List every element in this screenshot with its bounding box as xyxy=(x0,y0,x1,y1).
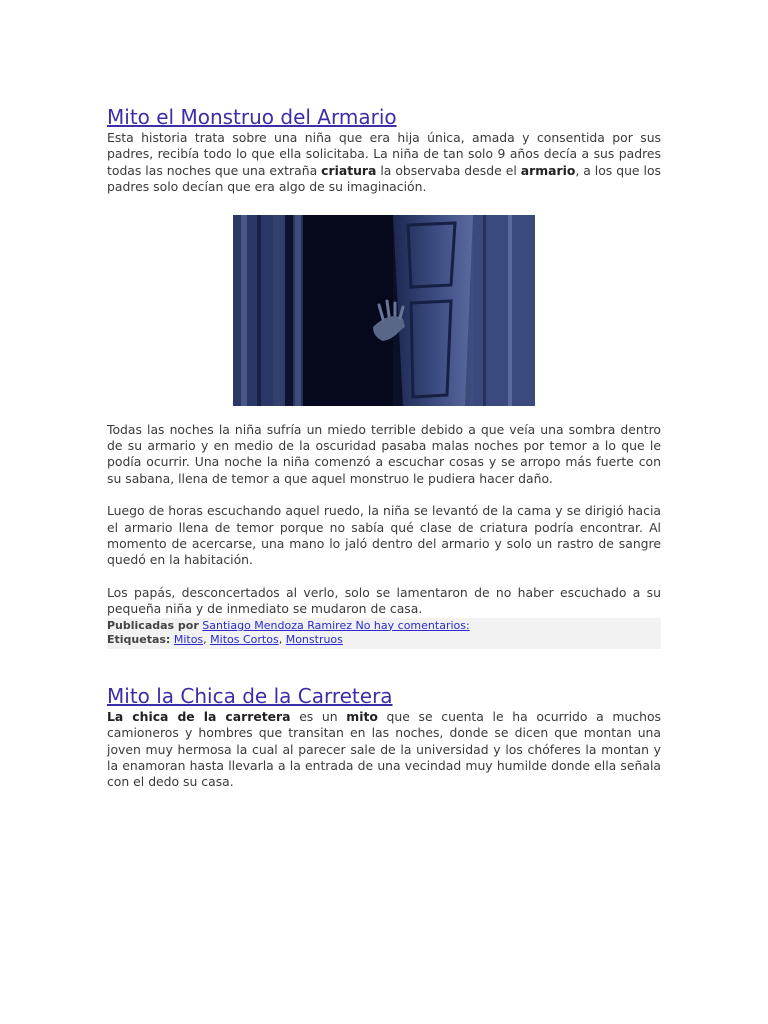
text: es un xyxy=(290,708,347,724)
post-paragraph-3: Luego de horas escuchando aquel ruedo, la niña se levantó de la cama y se dirigió hacia el armario llena de temor porque no sabía qué clase de criatura podría encontrar. Al momento de acercarse, una mano lo jaló dentro del armario y solo un rastro de sangre quedó en la habitación. xyxy=(107,503,661,568)
post-title-chica-carretera[interactable]: Mito la Chica de la Carretera xyxy=(107,683,393,708)
post-2 xyxy=(107,683,661,791)
bold-criatura: criatura xyxy=(321,162,377,178)
published-label: Publicadas por xyxy=(107,618,199,632)
post-paragraph-1 xyxy=(107,130,661,196)
post-footer xyxy=(107,618,661,649)
post-paragraph-4: Los papás, desconcertados al verlo, solo se lamentaron de no haber escuchado a su pequeña niña y de inmediato se mudaron de casa. xyxy=(107,584,661,617)
post-image-figure xyxy=(107,215,661,406)
spacer xyxy=(107,487,661,503)
tag-separator: , xyxy=(278,632,286,646)
text: Esta historia trata sobre una niña que era hija única, amada y consentida por sus padres, recibía todo lo que ella solicitaba. La niña de tan solo 9 años decía a sus padres todas las noches que una extraña xyxy=(107,130,661,178)
post2-paragraph-1 xyxy=(107,709,661,791)
tag-link-mitos-cortos[interactable]: Mitos Cortos xyxy=(210,632,279,646)
published-row xyxy=(107,619,661,633)
tag-link-monstruos[interactable]: Monstruos xyxy=(285,632,343,646)
tags-label: Etiquetas: xyxy=(107,632,171,646)
tag-separator: , xyxy=(203,632,211,646)
bold-chica: La chica de la carretera xyxy=(107,708,291,724)
bold-mito: mito xyxy=(346,708,378,724)
post-paragraph-2: Todas las noches la niña sufría un miedo terrible debido a que veía una sombra dentro de su armario y en medio de la oscuridad pasaba malas noches por temor a lo que le podía ocurrir. Una noche la niña comenzó a escuchar cosas y se arropo más fuerte con su sabana, llena de temor a que aquel monstruo le pudiera hacer daño. xyxy=(107,421,661,486)
text: que se cuenta le ha ocurrido a muchos camioneros y hombres que transitan en las noches, donde se dicen que montan una joven muy hermosa la cual al parecer sale de la universidad y los chóferes la montan y la enamoran hasta llevarla a la entrada de una vecindad muy humilde donde ella señala con el dedo su casa. xyxy=(107,708,661,790)
author-link[interactable]: Santiago Mendoza Ramirez No hay comentarios: xyxy=(202,618,470,632)
tags-row xyxy=(107,633,661,647)
text: , a los que los padres solo decían que era algo de su imaginación. xyxy=(107,162,661,195)
post-title-monstruo[interactable]: Mito el Monstruo del Armario xyxy=(107,105,397,129)
blog-content xyxy=(107,104,661,791)
spacer xyxy=(107,569,661,585)
text: la observaba desde el xyxy=(376,162,521,178)
tag-link-mitos[interactable]: Mitos xyxy=(173,632,204,646)
closet-door-hand-image xyxy=(233,215,535,406)
bold-armario: armario xyxy=(520,162,576,178)
